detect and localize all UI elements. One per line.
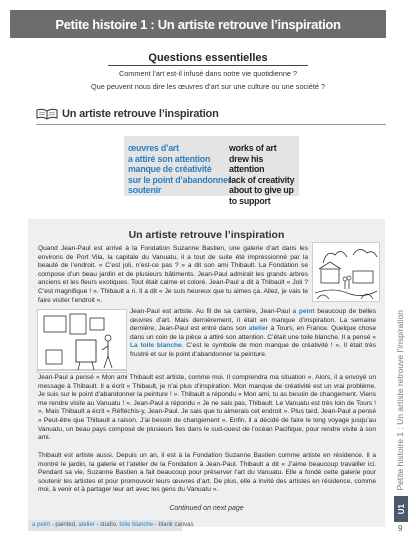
highlight-atelier: atelier (248, 325, 269, 333)
glossary-en-2: - studio, (94, 522, 120, 528)
story-paragraph-4: Thibault est artiste aussi. Depuis un an, il est à la Fondation Suzanne Bastien comme artiste en résidence. Il a montré le jardin, la galerie et l’atelier de la Fondation à Jean-Paul. Thibault a dit « J’aime beaucoup travailler ici. Pendant sa vie, Suzanne Bastien a fait beaucoup pour préserver l’art du Vanuatu. Elle a fondé cette galerie pour soutenir les artistes et pour promouvoir leurs œuvres d’art. De plus, elle a invité des artistes en résidence, comme moi, à venir et à partager leur art avec les gens du Vanuatu ». (38, 452, 376, 494)
glossary-en-3: - blank canvas (153, 522, 194, 528)
illustration-studio (37, 309, 127, 373)
vocab-fr-2: a attiré son attention (128, 153, 211, 164)
section-heading (36, 108, 219, 120)
glossary-fr-3: toile blanche (119, 522, 154, 528)
questions-header: Questions essentielles (108, 52, 308, 66)
unit-label: U1 (396, 503, 406, 515)
vocab-en-3: lack of creativity (229, 174, 295, 185)
section-title: Un artiste retrouve l’inspiration (62, 108, 219, 120)
story-paragraph-1: Quand Jean-Paul est arrivé à la Fondation Suzanne Bastien, une galerie d’art dans les environs de Port Vila, la capitale du Vanuatu, il a tout de suite été impressionné par la beauté de l’endroit. « C’est joli, n’est-ce pas ? » a dit son ami Thibault. La Fondation se compose d’un beau jardin et de plusieurs bâtiments. Jean-Paul admirait les grands arbres anciens et les fleurs exotiques. Tout était calme et coloré. Jean-Paul a dit à Thibault « Joli ? C’est magnifique ! ». Thibault a ri. Il a dit « Je suis heureux que tu aimes ça. Allez, je vais te faire visiter l’endroit ». (38, 245, 308, 304)
title-bar (10, 10, 386, 38)
side-tab (393, 309, 410, 530)
vocab-box (124, 136, 299, 206)
glossary-en-1: - painted, (50, 522, 79, 528)
vocab-en-1: works of art (229, 143, 277, 153)
p2-text-a: Jean-Paul est artiste. Au fil de sa carrière, Jean-Paul (130, 308, 293, 315)
vocab-en-5: to support (229, 195, 271, 206)
story-title: Un artiste retrouve l’inspiration (128, 229, 285, 241)
story-paragraph-2 (130, 308, 376, 360)
vocab-english-column (229, 143, 299, 206)
footer-glossary (28, 520, 194, 531)
story-paragraph-3: Jean-Paul a pensé « Mon ami Thibault est artiste, comme moi. Il comprendra ma situation ». Alors, il a envoyé un message à Thibault. Il a écrit « Thibault, je n’ai plus d’inspiration. Mon manque de créativité est un vrai problème. Je suis sur le point d’abandonner la peinture ! ». Thibault a répondu « Mon ami, tu as besoin de changement. Viens me rendre visite au Vanuatu ! ». Jean-Paul a répondu « Je ne sais pas, Thibault. Le Vanuatu est très loin de Tours ! ». Mais Thibault a écrit « Réfléchis-y, Jean-Paul. Je sais que tu aimerais cet endroit ». Plus tard, Jean-Paul a pensé « Peut-être que Thibault a raison. J’ai besoin de changement ». Enfin, il a décidé de faire le long voyage jusqu’au Vanuatu, un beau pays composé de plusieurs îles dans le sud-ouest de l’océan Pacifique, pour rendre visite à son ami. (38, 374, 376, 442)
illustration-garden (312, 242, 380, 302)
vocab-french-column (128, 143, 231, 196)
page-title: Petite histoire 1 : Un artiste retrouve l’inspiration (55, 16, 341, 32)
glossary-fr-2: atelier (78, 522, 95, 528)
glossary-fr-1: a peint (32, 522, 51, 528)
question-2: Que peuvent nous dire les œuvres d’art sur une culture ou une société ? (90, 82, 326, 91)
vocab-fr-5: soutenir (128, 185, 162, 195)
garden-scene-image (313, 243, 379, 301)
story-box (28, 219, 385, 527)
studio-scene-image (38, 310, 126, 372)
continued-note: Continued on next page (169, 505, 244, 512)
side-tab-text: Petite histoire 1 : Un artiste retrouve l’inspiration (395, 309, 405, 490)
highlight-a-peint: a peint (292, 308, 315, 315)
p2-text-b: beaucoup de belles œuvres d’art. Mais dernièrement, il était en manque d’inspiration. La semaine dernière, Jean-Paul est entré dans son (130, 308, 376, 333)
vocab-en-2: drew his attention (229, 153, 265, 174)
vocab-fr-4: sur le point d’abandonner (128, 174, 232, 185)
book-icon (36, 108, 58, 120)
vocab-fr-3: manque de créativité (128, 164, 212, 174)
vocab-en-4: about to give up (229, 185, 294, 195)
vocab-fr-1: œuvres d’art (128, 143, 179, 153)
p2-text-c: à Tours, en France. Quelque chose dans un coin de la pièce a attiré son attention. C’était une toile blanche. Il a pensé « (130, 325, 376, 341)
unit-badge (394, 496, 408, 522)
question-1: Comment l’art est-il infusé dans notre vie quotidienne ? (118, 69, 298, 78)
essential-questions (90, 48, 326, 92)
highlight-toile-blanche: La toile blanche (130, 342, 182, 350)
p2-text-d: . C’est le symbole de mon manque de créativité ! ». Il était très frustré et sur le point d’abandonner la peinture. (130, 342, 376, 358)
section-divider (36, 124, 386, 125)
page-number: 9 (398, 524, 403, 533)
